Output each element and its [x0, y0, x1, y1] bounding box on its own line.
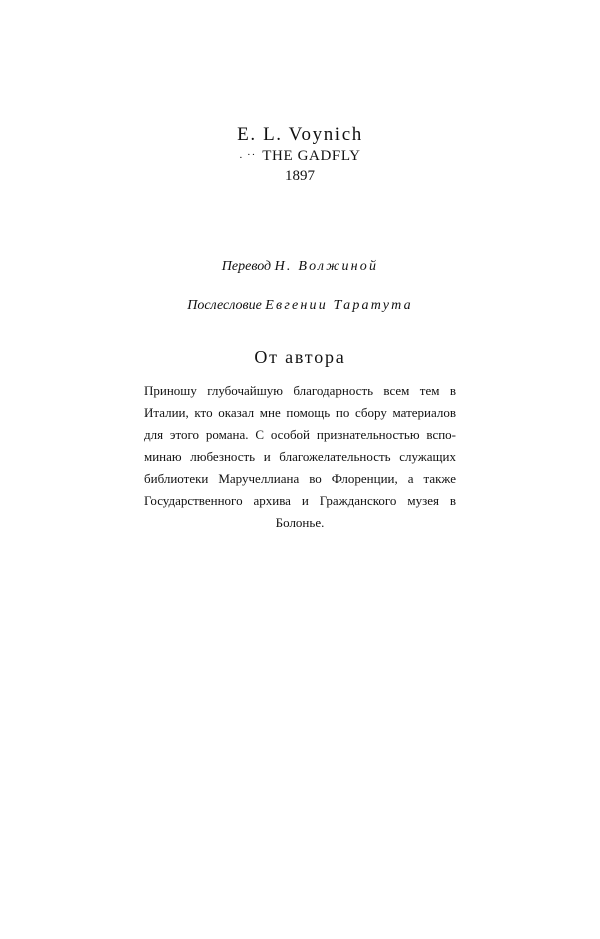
afterword-credit: [0, 298, 600, 314]
afterword-label: Послесловие: [187, 298, 262, 313]
original-title-line: [0, 148, 600, 165]
preface-line: Приношу глубочайшую благодарность всем тем в: [144, 383, 456, 398]
publication-year: 1897: [285, 168, 315, 184]
translation-label: Перевод: [221, 259, 272, 274]
preface-line: для этого романа. С особой признательностью вспо-: [144, 427, 456, 442]
preface-line: минаю любезность и благожелательность служащих: [144, 449, 456, 464]
preface-heading: От автора: [254, 347, 346, 367]
afterword-author-name: Евгении Таратута: [265, 298, 413, 313]
author-name: E. L. Voynich: [237, 124, 363, 145]
title-dots: . ··: [239, 149, 257, 161]
preface-line: Болонье.: [275, 515, 325, 530]
preface-line: библиотеки Маручеллиана во Флоренции, а также: [144, 471, 456, 486]
preface-line: Италии, кто оказал мне помощь по сбору материалов: [144, 405, 456, 420]
original-title: THE GADFLY: [262, 148, 361, 164]
preface-line: Государственного архива и Гражданского музея в: [144, 493, 456, 508]
translator-name: Н. Волжиной: [274, 259, 379, 274]
translation-credit: [0, 259, 600, 275]
preface-paragraph: [144, 380, 456, 534]
